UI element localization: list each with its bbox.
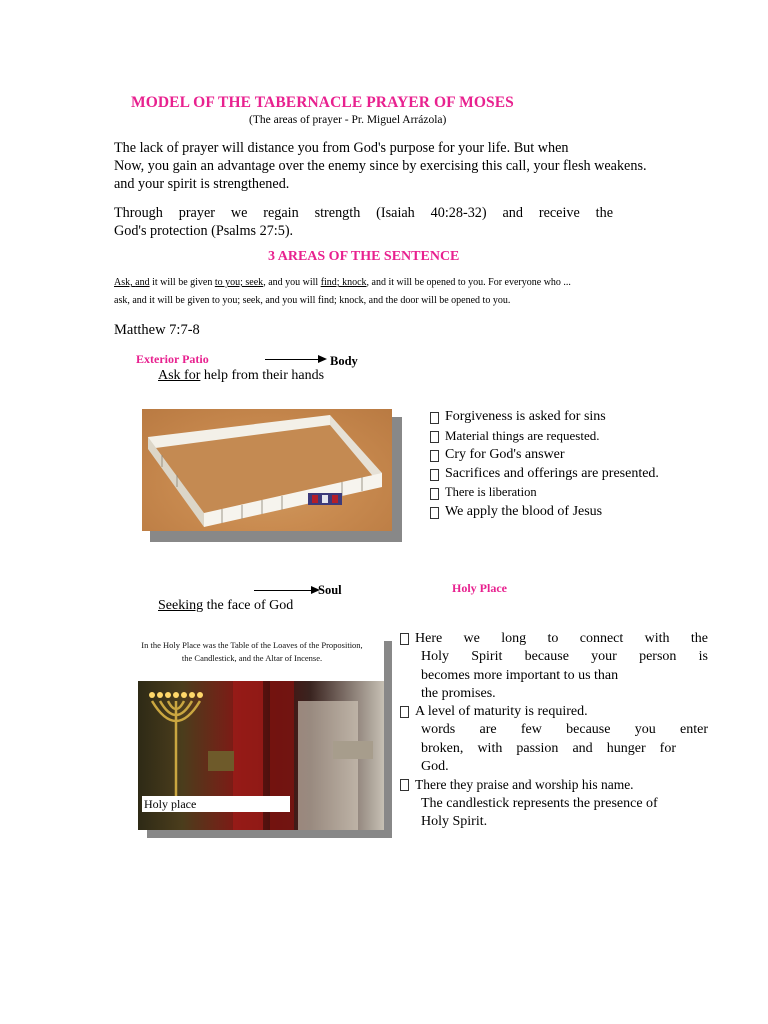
- list-item: [430, 409, 659, 428]
- holy-image-label: Holy place: [142, 796, 290, 812]
- patio-subtitle-underlined: Ask for: [158, 368, 201, 383]
- bullet-box-icon: [430, 507, 439, 519]
- bullet-box-icon: [430, 469, 439, 481]
- bullet-text: Cry for God's answer: [445, 447, 565, 462]
- verse-line-2: ask, and it will be given to you; seek, and you will find; knock, and the door will be opened to you.: [114, 295, 511, 306]
- intro-line-3: and your spirit is strengthened.: [114, 176, 290, 192]
- patio-subtitle-rest: help from their hands: [200, 368, 325, 383]
- intro-line-1: The lack of prayer will distance you from God's purpose for your life. But when: [114, 140, 569, 156]
- bullet-text: We apply the blood of Jesus: [445, 504, 603, 519]
- bullet-text: Forgiveness is asked for sins: [445, 409, 606, 424]
- list-item: [400, 630, 708, 648]
- patio-subtitle: [158, 368, 324, 384]
- exterior-patio-image: [142, 409, 392, 531]
- bullet-box-icon: [400, 633, 409, 645]
- bullet-text: A level of maturity is required.: [415, 704, 588, 720]
- holy-image-caption: In the Holy Place was the Table of the Loaves of the Proposition, the Candlestick, and the Altar of Incense.: [141, 640, 363, 663]
- bullet-text: Here we long to connect with the: [415, 631, 708, 646]
- patio-label: Exterior Patio: [136, 352, 209, 366]
- list-item: [430, 504, 659, 523]
- bullet-text: the promises.: [421, 685, 496, 701]
- list-item: [430, 447, 659, 466]
- intro-line-2: Now, you gain an advantage over the enemy since by exercising this call, your flesh weakens.: [114, 158, 647, 174]
- bullet-box-icon: [400, 779, 409, 791]
- body-label: Body: [330, 354, 358, 368]
- bullet-box-icon: [430, 412, 439, 424]
- bullet-text: Holy Spirit.: [421, 813, 488, 829]
- verse-word: Ask,: [114, 277, 136, 288]
- list-item: [430, 466, 659, 485]
- list-item: [400, 703, 708, 721]
- verse-text: , and you will: [263, 277, 321, 288]
- bullet-box-icon: [430, 450, 439, 462]
- bullet-box-icon: [400, 706, 409, 718]
- bullet-text: Sacrifices and offerings are presented.: [445, 466, 659, 481]
- holy-bullet-list: [400, 630, 708, 831]
- bullet-text: Holy Spirit because your person is: [421, 649, 708, 665]
- patio-bullet-list: [430, 409, 659, 523]
- document-title: MODEL OF THE TABERNACLE PRAYER OF MOSES: [131, 94, 514, 111]
- bullet-text: words are few because you enter: [421, 722, 708, 738]
- prayer-line-1: Through prayer we regain strength (Isaiah 40:28-32) and receive the: [114, 205, 613, 221]
- list-item: [430, 485, 659, 504]
- verse-line-1: [114, 277, 571, 288]
- bullet-text: The candlestick represents the presence of: [421, 795, 658, 811]
- arrow-line: [265, 359, 319, 360]
- verse-word: to you; seek: [214, 277, 264, 288]
- prayer-line-2: God's protection (Psalms 27:5).: [114, 223, 294, 239]
- bullet-text: becomes more important to us than: [421, 667, 619, 683]
- verse-text: , and it will be opened to you. For everyone who ...: [366, 277, 571, 288]
- bullet-text: There they praise and worship his name.: [415, 777, 634, 793]
- bullet-box-icon: [430, 431, 439, 443]
- holy-place-label: Holy Place: [452, 581, 507, 595]
- verse-word: find; knock: [320, 277, 367, 288]
- holy-subtitle-rest: the face of God: [203, 598, 294, 613]
- verse-word: and: [135, 277, 150, 288]
- holy-subtitle-underlined: Seeking: [158, 598, 204, 613]
- scripture-reference: Matthew 7:7-8: [114, 322, 200, 338]
- arrow-right-icon: [318, 355, 327, 363]
- list-item: [400, 776, 708, 794]
- bullet-text: There is liberation: [445, 485, 537, 499]
- holy-place-image: [138, 633, 384, 830]
- section-title: 3 AREAS OF THE SENTENCE: [268, 249, 460, 264]
- bullet-text: God.: [421, 759, 449, 775]
- bullet-text: Material things are requested.: [445, 428, 600, 443]
- document-subtitle: (The areas of prayer - Pr. Miguel Arrázola): [249, 114, 447, 126]
- bullet-box-icon: [430, 488, 439, 500]
- arrow-line: [254, 590, 312, 591]
- list-item: [430, 428, 659, 447]
- tabernacle-court-illustration: [142, 409, 392, 531]
- soul-label: Soul: [318, 583, 342, 597]
- bullet-text: broken, with passion and hunger for: [421, 740, 676, 756]
- verse-text: it will be given: [149, 277, 215, 288]
- holy-subtitle: [158, 598, 293, 614]
